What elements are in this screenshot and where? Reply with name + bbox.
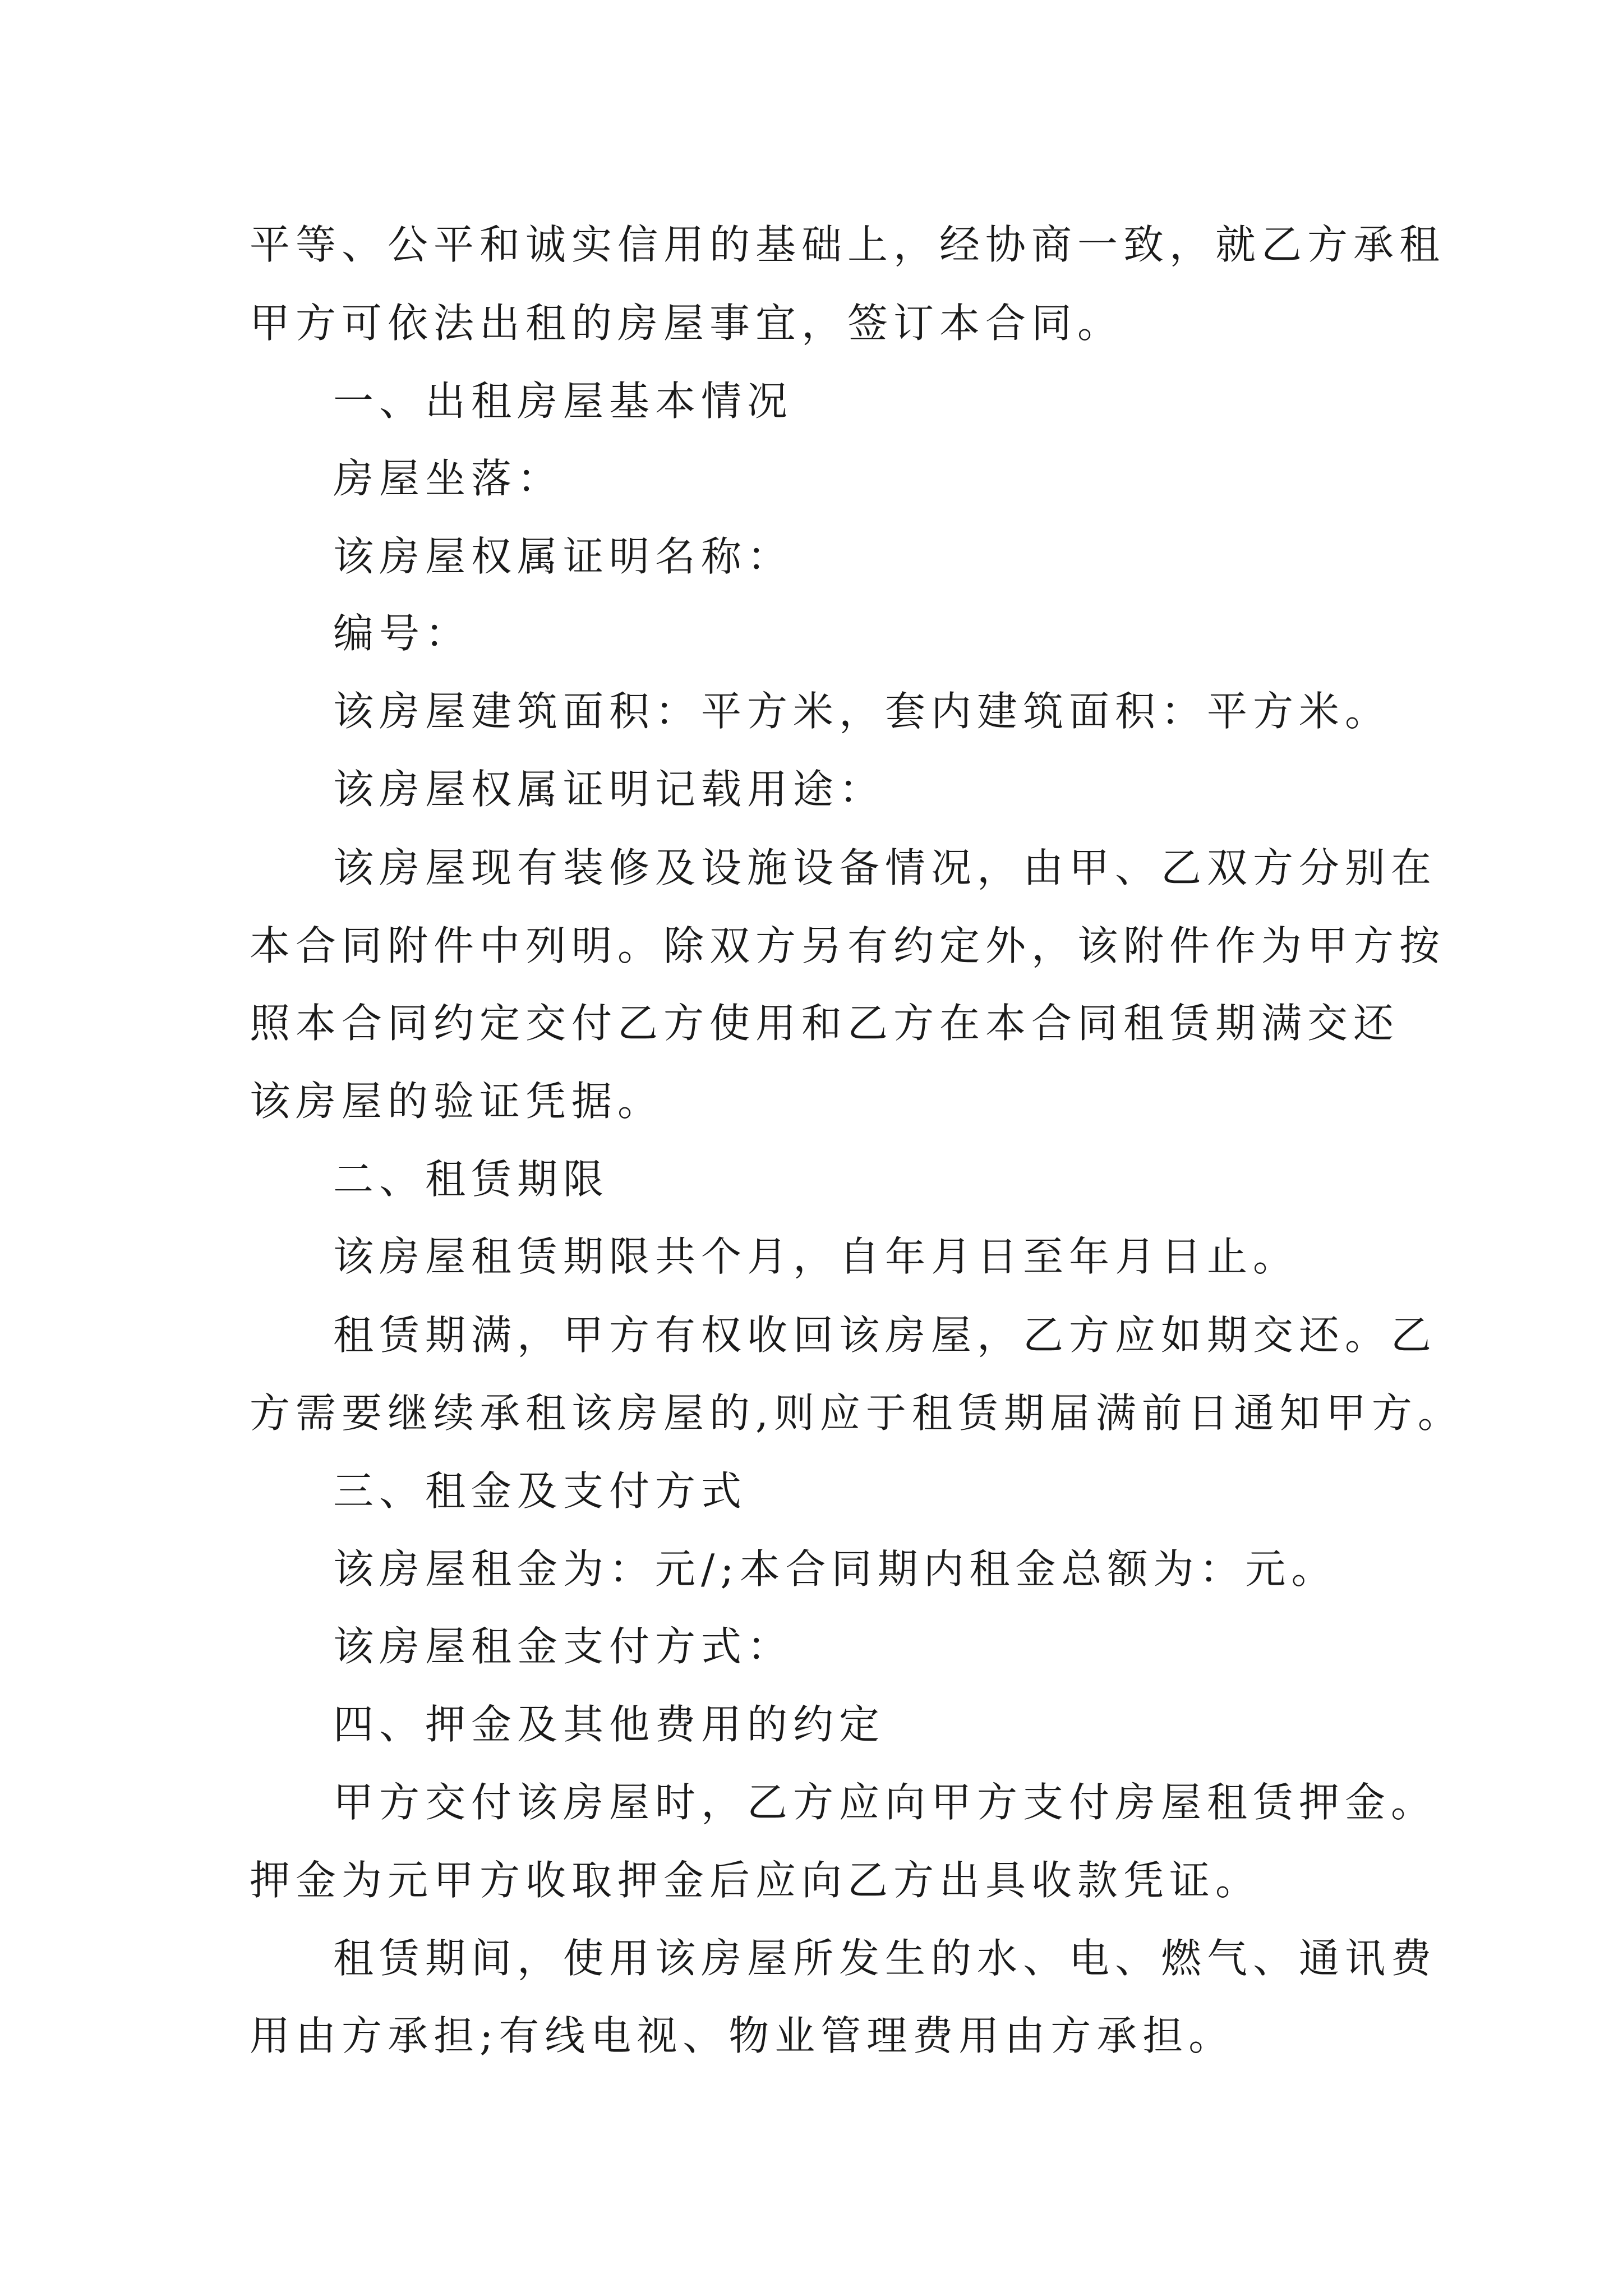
body-text-line: 甲方可依法出租的房屋事宜，签订本合同。 bbox=[250, 300, 1124, 347]
body-text-line: 照本合同约定交付乙方使用和乙方在本合同租赁期满交还 bbox=[250, 1000, 1400, 1047]
body-text-line: 该房屋租金支付方式： bbox=[333, 1623, 794, 1670]
body-text-line: 本合同附件中列明。除双方另有约定外，该附件作为甲方按 bbox=[250, 922, 1446, 969]
body-text-line: 租赁期满，甲方有权收回该房屋，乙方应如期交还。乙 bbox=[333, 1312, 1437, 1359]
body-text-line: 该房屋权属证明名称： bbox=[333, 533, 794, 580]
body-text-line: 押金为元甲方收取押金后应向乙方出具收款凭证。 bbox=[250, 1857, 1262, 1904]
body-text-line: 该房屋权属证明记载用途： bbox=[333, 766, 886, 813]
body-text-line: 房屋坐落： bbox=[333, 455, 564, 502]
body-text-line: 该房屋现有装修及设施设备情况，由甲、乙双方分别在 bbox=[333, 844, 1437, 891]
body-text-line: 该房屋租金为：元/;本合同期内租金总额为：元。 bbox=[333, 1545, 1338, 1593]
body-text-line: 用由方承担;有线电视、物业管理费用由方承担。 bbox=[250, 2012, 1235, 2059]
body-text-line: 甲方交付该房屋时，乙方应向甲方支付房屋租赁押金。 bbox=[333, 1779, 1437, 1826]
section-heading: 二、租赁期限 bbox=[333, 1156, 610, 1203]
body-text-line: 平等、公平和诚实信用的基础上，经协商一致，就乙方承租 bbox=[250, 221, 1446, 268]
body-text-line: 租赁期间，使用该房屋所发生的水、电、燃气、通讯费 bbox=[333, 1935, 1437, 1982]
body-text-line: 方需要继续承租该房屋的,则应于租赁期届满前日通知甲方。 bbox=[250, 1389, 1464, 1437]
body-text-line: 该房屋的验证凭据。 bbox=[250, 1078, 664, 1125]
section-heading: 一、出租房屋基本情况 bbox=[333, 378, 794, 425]
body-text-line: 该房屋租赁期限共个月，自年月日至年月日止。 bbox=[333, 1233, 1299, 1280]
section-heading: 三、租金及支付方式 bbox=[333, 1467, 748, 1515]
body-text-line: 该房屋建筑面积：平方米，套内建筑面积：平方米。 bbox=[333, 688, 1391, 735]
section-heading: 四、押金及其他费用的约定 bbox=[333, 1701, 886, 1748]
body-text-line: 编号： bbox=[333, 610, 472, 657]
